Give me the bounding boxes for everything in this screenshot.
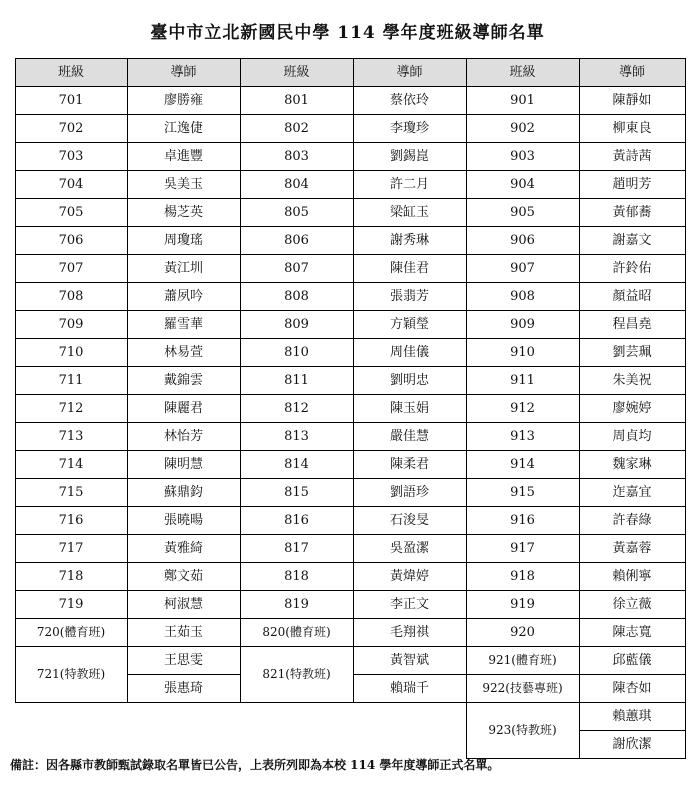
teacher-cell: 周佳儀 xyxy=(389,344,429,360)
class-cell: 913 xyxy=(510,428,535,444)
class-cell: 821(特教班) xyxy=(262,667,331,681)
class-cell: 705 xyxy=(58,204,84,220)
table-rule xyxy=(15,58,686,59)
class-cell: 808 xyxy=(284,288,309,304)
class-cell: 906 xyxy=(510,232,535,248)
teacher-cell: 江逸倢 xyxy=(163,120,203,136)
table-rule xyxy=(15,310,686,311)
class-cell: 904 xyxy=(510,176,535,192)
class-cell: 903 xyxy=(510,148,535,164)
table-rule xyxy=(15,394,686,395)
class-cell: 702 xyxy=(58,120,84,136)
class-cell: 923(特教班) xyxy=(488,723,557,737)
header-class: 班級 xyxy=(240,58,353,86)
table-rule xyxy=(127,674,241,675)
table-rule xyxy=(353,58,354,703)
class-cell: 816 xyxy=(284,512,309,528)
table-rule xyxy=(15,562,686,563)
class-cell: 815 xyxy=(284,484,309,500)
class-cell: 912 xyxy=(510,400,535,416)
teacher-cell: 林怡芳 xyxy=(163,428,203,444)
table-rule xyxy=(15,86,686,87)
header-class: 班級 xyxy=(15,58,127,86)
table-rule xyxy=(15,254,686,255)
teacher-cell: 毛翔祺 xyxy=(389,624,429,640)
teacher-cell: 謝欣潔 xyxy=(612,736,652,752)
teacher-cell: 王思雯 xyxy=(163,652,203,668)
teacher-cell: 魏家琳 xyxy=(612,456,652,472)
table-rule xyxy=(15,338,686,339)
teacher-cell: 吳盈潔 xyxy=(389,540,429,556)
class-cell: 911 xyxy=(510,372,535,388)
table-rule xyxy=(15,198,686,199)
table-rule xyxy=(15,422,686,423)
class-cell: 707 xyxy=(58,260,84,276)
teacher-table xyxy=(15,58,685,752)
class-cell: 801 xyxy=(284,92,309,108)
teacher-cell: 劉明忠 xyxy=(389,372,429,388)
teacher-cell: 蘇鼎鈞 xyxy=(163,484,203,500)
table-rule xyxy=(466,674,686,675)
class-cell: 701 xyxy=(58,92,84,108)
table-rule xyxy=(15,366,686,367)
teacher-cell: 林易萱 xyxy=(163,344,203,360)
teacher-cell: 陳志寬 xyxy=(612,624,652,640)
teacher-cell: 謝秀琳 xyxy=(389,232,429,248)
class-cell: 902 xyxy=(510,120,535,136)
teacher-cell: 廖勝雍 xyxy=(163,92,203,108)
teacher-cell: 梁缸玉 xyxy=(389,204,429,220)
teacher-cell: 卓進豐 xyxy=(163,148,203,164)
teacher-cell: 陳明慧 xyxy=(163,456,203,472)
class-cell: 901 xyxy=(510,92,535,108)
class-cell: 716 xyxy=(58,512,84,528)
class-cell: 717 xyxy=(58,540,84,556)
teacher-cell: 劉芸珮 xyxy=(612,344,652,360)
teacher-cell: 蕭夙吟 xyxy=(163,288,203,304)
class-cell: 818 xyxy=(284,568,309,584)
class-cell: 920 xyxy=(510,624,535,640)
class-cell: 812 xyxy=(284,400,309,416)
class-cell: 805 xyxy=(284,204,309,220)
teacher-cell: 王茹玉 xyxy=(163,624,203,640)
teacher-cell: 蔡依玲 xyxy=(389,92,429,108)
class-cell: 802 xyxy=(284,120,309,136)
class-cell: 918 xyxy=(510,568,535,584)
teacher-cell: 陳麗君 xyxy=(163,400,203,416)
teacher-cell: 劉語珍 xyxy=(389,484,429,500)
class-cell: 915 xyxy=(510,484,535,500)
table-rule xyxy=(466,58,467,703)
table-rule xyxy=(15,142,686,143)
class-cell: 909 xyxy=(510,316,535,332)
header-teacher: 導師 xyxy=(353,58,466,86)
table-rule xyxy=(15,590,686,591)
class-cell: 704 xyxy=(58,176,84,192)
table-rule xyxy=(579,58,580,703)
class-cell: 709 xyxy=(58,316,84,332)
class-cell: 813 xyxy=(284,428,309,444)
class-cell: 706 xyxy=(58,232,84,248)
class-cell: 814 xyxy=(284,456,309,472)
class-cell: 811 xyxy=(284,372,309,388)
teacher-cell: 許鈴佑 xyxy=(612,260,652,276)
teacher-cell: 鄭文茹 xyxy=(163,568,203,584)
teacher-cell: 朱美祝 xyxy=(612,372,652,388)
table-rule xyxy=(15,646,686,647)
teacher-cell: 賴蕙琪 xyxy=(612,708,652,724)
footnote: 備註：因各縣市教師甄試錄取名單皆已公告，上表所列即為本校 114 學年度導師正式名單。 xyxy=(10,758,500,772)
table-rule xyxy=(15,534,686,535)
table-rule xyxy=(15,450,686,451)
class-cell: 916 xyxy=(510,512,535,528)
table-rule xyxy=(579,702,580,759)
class-cell: 809 xyxy=(284,316,309,332)
teacher-cell: 黃雅綺 xyxy=(163,540,203,556)
class-cell: 710 xyxy=(58,344,84,360)
teacher-cell: 黃煒婷 xyxy=(389,568,429,584)
teacher-cell: 謝嘉文 xyxy=(612,232,652,248)
class-cell: 720(體育班) xyxy=(36,625,106,639)
teacher-cell: 戴錦雲 xyxy=(163,372,203,388)
class-cell: 810 xyxy=(284,344,309,360)
table-rule xyxy=(685,702,686,759)
class-cell: 907 xyxy=(510,260,535,276)
teacher-cell: 劉錫崑 xyxy=(389,148,429,164)
teacher-cell: 柳東良 xyxy=(612,120,652,136)
page-title: 臺中市立北新國民中學 114 學年度班級導師名單 xyxy=(150,23,545,43)
teacher-cell: 廖婉婷 xyxy=(612,400,652,416)
class-cell: 803 xyxy=(284,148,309,164)
table-rule xyxy=(15,282,686,283)
teacher-cell: 楊芝英 xyxy=(163,204,203,220)
class-cell: 914 xyxy=(510,456,535,472)
header-teacher: 導師 xyxy=(579,58,685,86)
class-cell: 703 xyxy=(58,148,84,164)
class-cell: 817 xyxy=(284,540,309,556)
teacher-cell: 石浚旻 xyxy=(389,512,429,528)
table-rule xyxy=(240,58,241,703)
class-cell: 917 xyxy=(510,540,535,556)
class-cell: 711 xyxy=(58,372,84,388)
teacher-cell: 陳杏如 xyxy=(612,680,652,696)
table-rule xyxy=(15,58,16,703)
class-cell: 718 xyxy=(58,568,84,584)
teacher-cell: 張翡芳 xyxy=(389,288,429,304)
teacher-cell: 羅雪華 xyxy=(163,316,203,332)
teacher-cell: 陳柔君 xyxy=(389,456,429,472)
teacher-cell: 嚴佳慧 xyxy=(389,428,429,444)
teacher-cell: 邱藍儀 xyxy=(612,652,652,668)
table-rule xyxy=(15,702,686,703)
teacher-cell: 賴瑞千 xyxy=(389,680,429,696)
table-rule xyxy=(127,58,128,703)
class-cell: 804 xyxy=(284,176,309,192)
teacher-cell: 許春綠 xyxy=(612,512,652,528)
table-rule xyxy=(466,702,467,759)
teacher-cell: 周瓊瑤 xyxy=(163,232,203,248)
teacher-cell: 李瓊珍 xyxy=(389,120,429,136)
class-cell: 908 xyxy=(510,288,535,304)
table-rule xyxy=(685,58,686,703)
table-rule xyxy=(15,506,686,507)
class-cell: 806 xyxy=(284,232,309,248)
table-rule xyxy=(15,478,686,479)
table-rule xyxy=(15,170,686,171)
class-cell: 919 xyxy=(510,596,535,612)
teacher-cell: 程昌堯 xyxy=(612,316,652,332)
class-cell: 719 xyxy=(58,596,84,612)
teacher-cell: 許二月 xyxy=(389,176,429,192)
table-rule xyxy=(353,674,467,675)
teacher-cell: 黃江圳 xyxy=(163,260,203,276)
teacher-cell: 陳靜如 xyxy=(612,92,652,108)
class-cell: 820(體育班) xyxy=(262,625,331,639)
class-cell: 714 xyxy=(58,456,84,472)
teacher-cell: 陳佳君 xyxy=(389,260,429,276)
teacher-cell: 柯淑慧 xyxy=(163,596,203,612)
table-rule xyxy=(15,618,686,619)
class-cell: 708 xyxy=(58,288,84,304)
teacher-cell: 李正文 xyxy=(389,596,429,612)
class-cell: 922(技藝專班) xyxy=(482,681,563,695)
teacher-cell: 黃郁蕎 xyxy=(612,204,652,220)
teacher-cell: 張惠琦 xyxy=(163,680,203,696)
teacher-cell: 徐立薇 xyxy=(612,596,652,612)
table-rule xyxy=(579,730,686,731)
teacher-cell: 張曉暘 xyxy=(163,512,203,528)
teacher-cell: 吳美玉 xyxy=(163,176,203,192)
class-cell: 819 xyxy=(284,596,309,612)
teacher-cell: 方穎瑩 xyxy=(389,316,429,332)
teacher-cell: 黃智斌 xyxy=(389,652,429,668)
class-cell: 910 xyxy=(510,344,535,360)
class-cell: 721(特教班) xyxy=(36,667,106,681)
class-cell: 921(體育班) xyxy=(488,653,557,667)
teacher-cell: 迮嘉宜 xyxy=(612,484,652,500)
class-cell: 713 xyxy=(58,428,84,444)
header-class: 班級 xyxy=(466,58,579,86)
header-teacher: 導師 xyxy=(127,58,240,86)
table-rule xyxy=(15,114,686,115)
teacher-cell: 顏益昭 xyxy=(612,288,652,304)
teacher-cell: 黃嘉蓉 xyxy=(612,540,652,556)
class-cell: 905 xyxy=(510,204,535,220)
teacher-cell: 黃詩茜 xyxy=(612,148,652,164)
teacher-cell: 賴俐寧 xyxy=(612,568,652,584)
class-cell: 715 xyxy=(58,484,84,500)
class-cell: 807 xyxy=(284,260,309,276)
teacher-cell: 趙明芳 xyxy=(612,176,652,192)
table-rule xyxy=(15,226,686,227)
class-cell: 712 xyxy=(58,400,84,416)
teacher-cell: 周貞均 xyxy=(612,428,652,444)
teacher-cell: 陳玉娟 xyxy=(389,400,429,416)
